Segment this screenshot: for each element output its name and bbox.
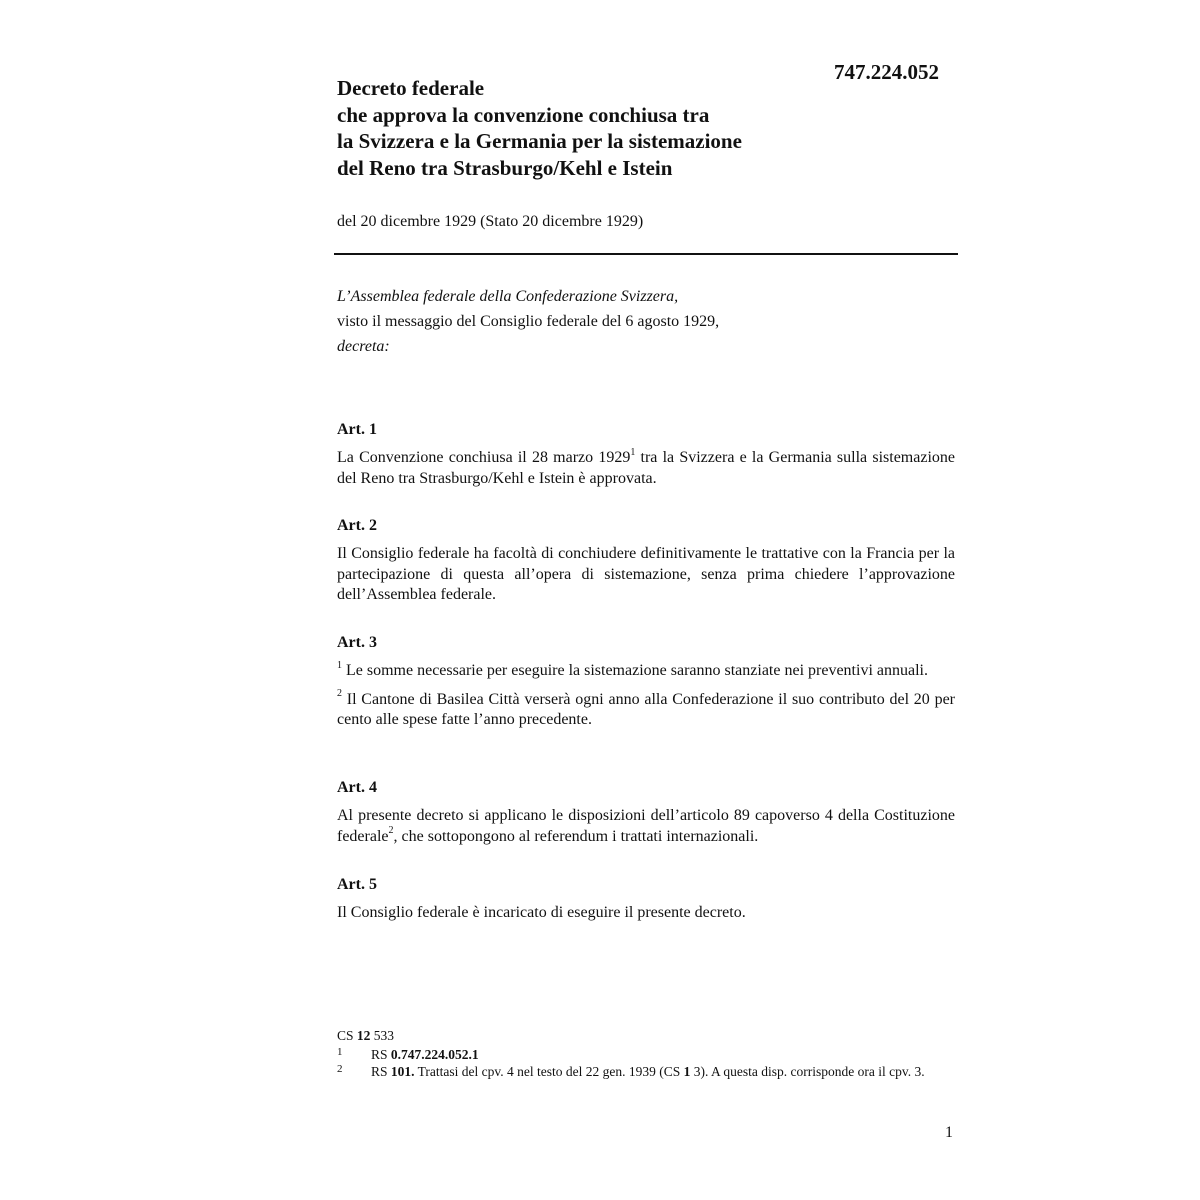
horizontal-rule <box>334 253 958 255</box>
article-heading: Art. 1 <box>337 421 377 438</box>
title-line: che approva la convenzione conchiusa tra <box>337 102 710 127</box>
footnote-2 <box>337 1064 955 1080</box>
text-run: Trattasi del cpv. 4 nel testo del 22 gen. 1939 (CS <box>414 1064 684 1079</box>
footnote-number: 1 <box>337 1046 343 1058</box>
sr-number: 747.224.052 <box>834 60 939 84</box>
text-run: 0.747.224.052.1 <box>390 1047 479 1062</box>
article-paragraph <box>337 661 955 682</box>
footnote-ref: 2 <box>388 825 394 837</box>
text-run: Il Cantone di Basilea Città verserà ogni anno alla Confederazione il suo contributo del 20 per cento alle spese fatte l’anno precedente. <box>337 690 955 728</box>
article-paragraph: Il Consiglio federale è incaricato di eseguire il presente decreto. <box>337 904 746 921</box>
text-run: tra la Svizzera e la Germania sulla sistemazione del Reno tra Strasburgo/Kehl e Istein è approvata. <box>337 449 955 487</box>
text-run: RS <box>371 1047 391 1062</box>
article-4 <box>337 779 955 847</box>
preamble <box>337 284 719 359</box>
text-run: CS <box>337 1028 357 1043</box>
date-line: del 20 dicembre 1929 (Stato 20 dicembre 1929) <box>337 213 644 230</box>
text-run: La Convenzione conchiusa il 28 marzo 1929 <box>337 449 631 466</box>
footnote-ref: 1 <box>630 446 636 458</box>
paragraph-number: 1 <box>337 659 342 671</box>
footnote-number: 2 <box>337 1063 343 1075</box>
preamble-visto: visto il messaggio del Consiglio federale del 6 agosto 1929, <box>337 313 720 330</box>
text-run: Al presente decreto si applicano le disposizioni dell’articolo 89 capoverso 4 della Costituzione federale <box>337 807 955 845</box>
text-run: RS <box>371 1064 391 1079</box>
document-title <box>337 75 857 181</box>
preamble-decreta: decreta: <box>337 338 390 355</box>
paragraph-number: 2 <box>337 688 342 700</box>
article-paragraph <box>337 690 955 731</box>
text-run: Le somme necessarie per eseguire la sistemazione saranno stanziate nei preventivi annuali. <box>342 662 928 679</box>
article-paragraph <box>337 806 955 847</box>
article-heading: Art. 5 <box>337 876 377 893</box>
text-run: 3). A questa disp. corrisponde ora il cpv. 3. <box>690 1064 925 1079</box>
text-run: 533 <box>370 1028 395 1043</box>
article-heading: Art. 2 <box>337 517 377 534</box>
article-5 <box>337 876 955 924</box>
article-heading: Art. 4 <box>337 779 377 796</box>
footnote-text <box>371 1047 955 1063</box>
article-paragraph: Il Consiglio federale ha facoltà di conchiudere definitivamente le trattative con la Francia per la partecipazione di questa all’opera di sistemazione, senza prima chiedere l’approvazione dell’Assemblea federale. <box>337 545 955 603</box>
preamble-assembly: L’Assemblea federale della Confederazione Svizzera, <box>337 288 679 305</box>
footnote-text <box>371 1064 955 1080</box>
text-run: 12 <box>356 1028 371 1043</box>
text-run: 101. <box>390 1064 415 1079</box>
article-2 <box>337 517 955 606</box>
article-paragraph <box>337 448 955 489</box>
title-line: la Svizzera e la Germania per la sistemazione <box>337 129 742 153</box>
title-line: del Reno tra Strasburgo/Kehl e Istein <box>337 155 673 180</box>
article-1 <box>337 421 955 489</box>
text-run: , che sottopongono al referendum i trattati internazionali. <box>393 827 759 845</box>
title-line: Decreto federale <box>337 76 485 100</box>
text-run: 1 <box>683 1064 691 1079</box>
article-3 <box>337 634 955 731</box>
article-heading: Art. 3 <box>337 634 377 651</box>
page-number: 1 <box>945 1124 953 1141</box>
footnote-1 <box>337 1047 955 1063</box>
cs-reference <box>337 1028 394 1044</box>
